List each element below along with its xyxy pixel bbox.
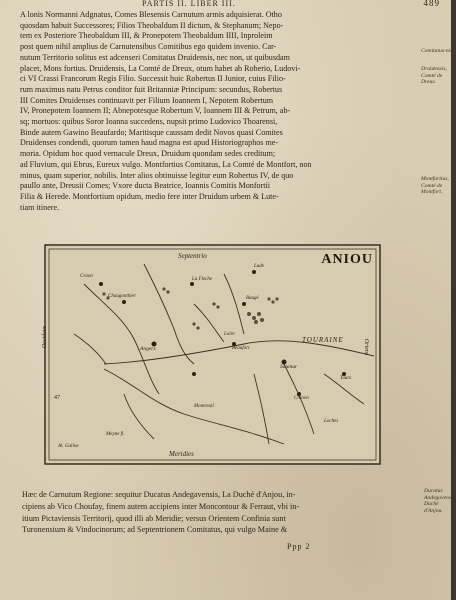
- place-meyne: Meyne fl.: [106, 432, 125, 437]
- map-north-label: Septentrio: [178, 252, 207, 260]
- place-loches: Loches: [324, 419, 339, 424]
- bottom-text-block: [22, 489, 422, 536]
- text-line: placet, Mons fortius. Druidensis, La Comté de Dreux, otum habet ab Roberio, Ludovi-: [20, 63, 301, 73]
- place-chinon: Chinon: [294, 396, 309, 401]
- text-line: cipiens ab Vico Choufay, finem autem accipiens inter Moncontour & Ferraut, vbi in-: [22, 501, 300, 511]
- text-line: nutum Territorio solitus est adcenseri Comitatus Druidensis, nec non, ut quibusdam: [20, 52, 290, 62]
- place-beaufort: Beaufort: [232, 346, 250, 351]
- text-line: Binde autem Gawino Beaufardo; Maritisque caussam dedit Novos quasi Comites: [20, 127, 283, 137]
- text-line: Druidenses condendi, quorum tamen haud magna est apud Historiographos me-: [20, 138, 279, 148]
- map-scale-number: 47: [54, 395, 60, 401]
- margin-note-druidensis: Druidensis, Comté de Dreux.: [421, 66, 447, 85]
- place-galloe: Al. Galloe: [58, 444, 79, 449]
- margin-note-montfortius: Montfortius, Comté de Montfort.: [421, 176, 449, 195]
- place-lude: Lude: [254, 264, 264, 269]
- text-line: tiam itinere.: [20, 202, 60, 212]
- place-bauge: Baugé: [246, 296, 259, 301]
- text-line: minus, quam superior, nobilis. Inter alios obtinuisse legitur eum Robertus IV, de quo: [20, 170, 294, 180]
- text-line: Turonensium & Vindocinorum; ad Septentrionem Comitatus, qui vulgo Maine &: [22, 525, 288, 535]
- text-line: quosdam habuit Successores; Filios Theobaldum II dictum, & Stephanum; Nepo-: [20, 20, 284, 30]
- running-title: PARTIS II. LIBER III.: [142, 0, 236, 8]
- margin-note-ducatus: Ducatus Andegavensis, Duché d'Anjou.: [424, 488, 456, 514]
- place-craon: Craon: [80, 274, 93, 279]
- map-of-anjou: [44, 244, 381, 465]
- text-line: itium Pictaviensis Territorij, quod illi ab Meridie; versus Orientem Confinia sunt: [22, 513, 286, 523]
- map-engraving: [44, 244, 381, 465]
- map-title: ANIOU: [321, 252, 373, 267]
- text-line: sq; mortuos: quibus Soror Ioanna succedens, nupsit primo Ludovico Thoarensi,: [20, 117, 278, 127]
- margin-note-comitatus: Comitatus-nis.: [421, 48, 454, 54]
- place-chaugonthier: Chaugonthier: [108, 294, 136, 299]
- place-saumur: Saumur: [280, 364, 298, 370]
- page-number: 489: [423, 0, 440, 8]
- signature-mark: Ppp 2: [287, 542, 311, 551]
- text-line: Filia & Herede. Montfortium opidum, medio fere inter Druidum urbem & Lute-: [20, 191, 279, 201]
- running-header: [140, 0, 440, 10]
- text-line: Hæc de Carnutum Regione: sequitur Ducatus Andegavensis, La Duché d'Anjou, in-: [22, 490, 296, 499]
- map-east-label: Oriens: [363, 338, 370, 356]
- main-text-block: [20, 10, 418, 213]
- place-la-fleche: La Fleche: [192, 277, 213, 282]
- text-line: III Comites Druidenses continuavit per Filium Ioannem I, Nepotem Robertum: [20, 95, 274, 105]
- place-angers: Angers: [140, 346, 156, 352]
- place-tours: Tours: [340, 376, 352, 381]
- text-line: rum maximus natu Petrus conditor fuit Britanniæ Principum: secundus, Robertus: [20, 84, 283, 94]
- map-south-label: Meridies: [169, 450, 194, 458]
- text-line: ci VI Crassi Francorum Regis Filio. Successit huic Robertus II Junior, cuius Filio-: [20, 74, 286, 84]
- text-line: paullo ante, Dreusii Comes; Vxore ducta Beatrice, Ioannis Comitis Monfortii: [20, 181, 271, 191]
- text-line: tem ex Posteriore Theobaldum III, & Pronepotem Theobaldum IIII, Inproleim: [20, 31, 273, 41]
- place-loire: Loire: [224, 332, 235, 337]
- text-line: moria. Opidum hoc quod vernacule Dreux, Druidum quondam sedes creditum;: [20, 149, 276, 159]
- map-touraine-label: TOURAINE: [302, 336, 344, 344]
- place-montreuil: Montreuil: [194, 404, 214, 409]
- text-line: A lonis Normanni Adgnatus, Comes Blesensis Carnutum armis adquisierat. Otho: [20, 10, 282, 19]
- text-line: IV, Pronepotem Ioannem II; Abnepotesque Robertum V, Ioannem III & Petrum, ab-: [20, 106, 291, 116]
- text-line: ad Fluvium, qui Ebrus, Eureux vulgo. Montfortius Comitatus, La Comté de Montfort, non: [20, 159, 312, 169]
- map-west-label: Occidens: [42, 325, 49, 349]
- text-line: post quem nihil amplius de Carnutensibus Comitibus ego quidem invenio. Car-: [20, 42, 277, 52]
